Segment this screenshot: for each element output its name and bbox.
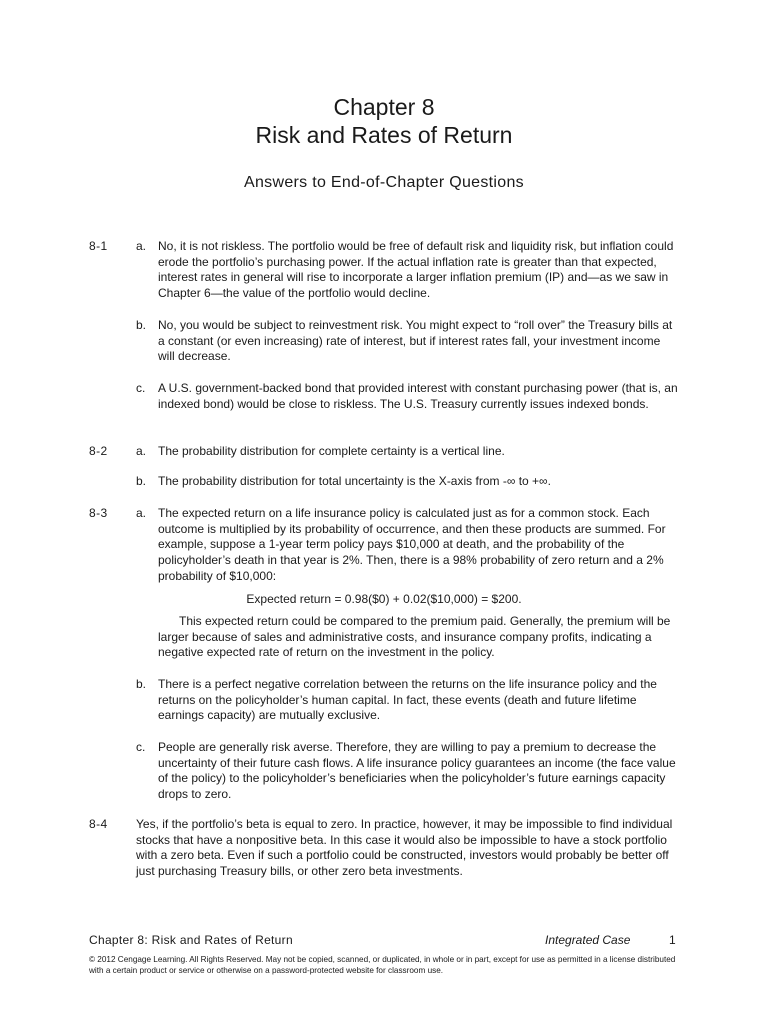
item-letter: b. <box>136 677 147 691</box>
item-letter: c. <box>136 381 146 395</box>
expected-return-equation: Expected return = 0.98($0) + 0.02($10,000) = $200. <box>246 592 522 606</box>
answer-text: No, it is not riskless. The portfolio would be free of default risk and liquidity risk, but inflation could erode the portfolio’s purchasing power. If the actual inflation rate is greater than that expected, interest rates in general will rise to incorporate a larger inflation premium (IP) and—as we saw in Chapter 6—the value of the portfolio would decline. <box>158 239 674 301</box>
copyright-notice: © 2012 Cengage Learning. All Rights Reserved. May not be copied, scanned, or duplicated, in whole or in part, except for use as permitted in a license distributed with a certain product or service or otherwise on a password-protected website for classroom use. <box>89 955 676 975</box>
answer-text: The probability distribution for complete certainty is a vertical line. <box>158 444 505 458</box>
question-number: 8-3 <box>89 506 108 520</box>
answer-text: The probability distribution for total uncertainty is the X-axis from -∞ to +∞. <box>158 474 551 488</box>
page-number: 1 <box>669 933 676 947</box>
footer-section: Integrated Case <box>545 933 631 947</box>
question-number: 8-1 <box>89 239 108 253</box>
answer-text: There is a perfect negative correlation between the returns on the life insurance policy and the returns on the policyholder’s human capital. In fact, these events (death and future lifetime earnings capacity) are mutually exclusive. <box>158 677 657 723</box>
item-letter: b. <box>136 474 147 488</box>
answer-text: A U.S. government-backed bond that provided interest with constant purchasing power (that is, an indexed bond) would be close to riskless. The U.S. Treasury currently issues indexed bonds. <box>158 381 678 411</box>
answer-text: People are generally risk averse. Therefore, they are willing to pay a premium to decrease the uncertainty of their future cash flows. A life insurance policy guarantees an income (the face value of the policy) to the policyholder’s beneficiaries when the policyholder’s future earnings capacity drops to zero. <box>158 740 676 802</box>
footer-chapter: Chapter 8: Risk and Rates of Return <box>89 933 293 947</box>
question-number: 8-4 <box>89 817 108 831</box>
item-letter: c. <box>136 740 146 754</box>
chapter-number: Chapter 8 <box>333 94 435 120</box>
answer-text: No, you would be subject to reinvestment risk. You might expect to “roll over” the Treasury bills at a constant (or even increasing) rate of interest, but if interest rates fall, your investment income will decrease. <box>158 318 673 364</box>
answer-text: The expected return on a life insurance policy is calculated just as for a common stock. Each outcome is multiplied by its probability of occurrence, and then these products are summed. For example, suppose a 1-year term policy pays $10,000 at death, and the probability of the policyholder’s death in that year is 2%. Then, there is a 98% probability of zero return and a 2% probability of $10,000: <box>158 506 666 583</box>
item-letter: a. <box>136 506 147 520</box>
chapter-title: Risk and Rates of Return <box>255 122 513 148</box>
item-letter: a. <box>136 444 147 458</box>
question-number: 8-2 <box>89 444 108 458</box>
answer-text: Yes, if the portfolio’s beta is equal to zero. In practice, however, it may be impossible to find individual stocks that have a nonpositive beta. In this case it would also be impossible to have a stock portfolio with a zero beta. Even if such a portfolio could be constructed, investors would probably be better off just purchasing Treasury bills, or other zero beta investments. <box>136 817 673 879</box>
item-letter: a. <box>136 239 147 253</box>
item-letter: b. <box>136 318 147 332</box>
section-subtitle: Answers to End-of-Chapter Questions <box>244 174 524 191</box>
answer-text: This expected return could be compared to the premium paid. Generally, the premium will be larger because of sales and administrative costs, and insurance company profits, indicating a negative expected rate of return on the investment in the policy. <box>158 614 671 660</box>
